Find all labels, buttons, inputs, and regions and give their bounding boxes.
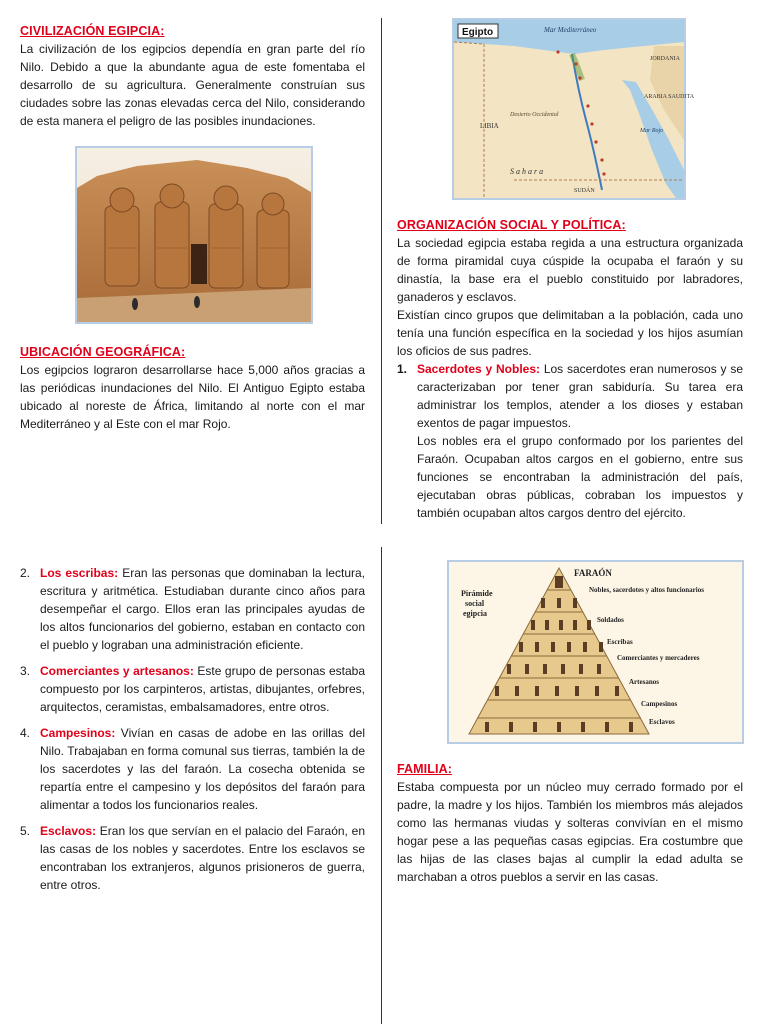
pyramid-level-label: Campesinos <box>641 700 678 708</box>
list-item-text-2: Los nobles era el grupo conformado por los parientes del Faraón. Ocupaban altos cargos en el gobierno, entre sus funciones se encontraban la administración del país, ejecutaban obras públicas, cobraban los impuestos y también ocupaban altos cargos dentro del ejército. <box>417 434 743 520</box>
abu-simbel-temple-image <box>77 148 311 322</box>
list-item <box>20 822 365 894</box>
familia-section <box>397 760 743 886</box>
map-sea-label: Mar Mediterráneo <box>544 26 597 34</box>
list-item-number: 5. <box>20 824 31 838</box>
map-libia-label: LIBIA <box>480 122 499 130</box>
groups-list-top <box>397 360 743 522</box>
list-item <box>20 564 365 654</box>
map-jordania-label: JORDANIA <box>650 56 680 62</box>
bottom-divider <box>381 547 382 1024</box>
pyramid-level-label: Nobles, sacerdotes y altos funcionarios <box>589 586 704 594</box>
ubicacion-section <box>20 343 365 433</box>
civilizacion-text: La civilización de los egipcios dependía en gran parte del río Nilo. Debido a que la abundante agua de este fomentaba el desarrollo de su agricultura. Generalmente construían sus ciudades sobre las zonas elevadas cerca del Nilo, considerando de esta manera el peligro de las posibles inundaciones. <box>20 42 365 128</box>
list-item-number: 1. <box>397 362 408 376</box>
familia-title: FAMILIA: <box>397 762 452 776</box>
list-item-text: Vivían en casas de adobe en las orillas del Nilo. Trabajaban en forma comunal sus tierras, también la de los sacerdotes y las del faraón. La cosecha obtenida se repartía entre el campesino y los depósitos del faraón para alimentar a todos los funcionarios reales. <box>40 726 365 812</box>
pyramid-level-label: Comerciantes y mercaderes <box>617 654 700 662</box>
pyramid-illustration <box>449 562 742 742</box>
pyramid-level-label: Soldados <box>597 616 624 624</box>
list-item-text: Eran las personas que dominaban la lectura, escritura y aritmética. Estudiaban durante cinco años para desempeñar el cargo. Ellos eran las principales ayudas de los altos funcionarios del gobierno, estaban en contacto con el pueblo y lograban una administración eficiente. <box>40 566 365 652</box>
list-item-text: Eran los que servían en el palacio del Faraón, en las casas de los nobles y sacerdotes. Entre los esclavos se encontraban los extranjeros, algunos prisioneros de guerra, entre otros. <box>40 824 365 892</box>
egypt-map <box>452 18 695 200</box>
list-item-number: 3. <box>20 664 31 678</box>
organizacion-text-1: La sociedad egipcia estaba regida a una estructura organizada de forma piramidal cuya cúspide la ocupaba el faraón y su dinastía, la base era el pueblo constituido por labradores, ganaderos y esclavos. <box>397 236 743 304</box>
list-item-term: Los escribas: <box>40 566 119 580</box>
civilizacion-section <box>20 22 365 130</box>
list-item <box>20 724 365 814</box>
social-pyramid-image <box>447 560 744 744</box>
list-item-number: 4. <box>20 726 31 740</box>
abu-simbel-photo <box>75 146 313 324</box>
organizacion-text-2: Existían cinco grupos que delimitaban a la población, cada uno tenía una función específica en la sociedad y los hijos asumían los oficios de sus padres. <box>397 308 743 358</box>
list-item <box>20 662 365 716</box>
pyramid-faraon-label: FARAÓN <box>574 568 612 578</box>
familia-text: Estaba compuesta por un núcleo muy cerrado formado por el padre, la madre y los hijos. También los miembros más alejados como las hermanas viudas y solteras convivían en el mismo hogar pese a las pequeñas casas egipcias. Era costumbre que las hijas de las clases bajas al cumplir la edad adulta se marchaban a otros pueblos a servir en las casas. <box>397 780 743 884</box>
map-rojo-label: Mar Rojo <box>640 128 664 134</box>
pyramid-level-label: Artesanos <box>629 678 659 686</box>
pyramid-title-line: social <box>465 599 485 608</box>
pyramid-level-label: Escribas <box>607 638 633 646</box>
list-item-term: Comerciantes y artesanos: <box>40 664 194 678</box>
top-divider <box>381 18 382 524</box>
list-item-text: Este grupo de personas estaba compuesto por los carpinteros, artistas, dibujantes, orfebres, arquitectos, ceramistas, embalsamadores, entre otros. <box>40 664 365 714</box>
pyramid-level-label: Esclavos <box>649 718 675 726</box>
list-item-text: Los sacerdotes eran numerosos y se caracterizaban por tener gran sabiduría. Su tarea era administrar los templos, atender a los dioses y estaban exentos de pagar impuestos. <box>417 362 744 430</box>
map-sahara-label: S a h a r a <box>510 167 544 176</box>
map-label: Egipto <box>462 27 494 38</box>
pyramid-title-line: Pirámide <box>461 589 493 598</box>
map-arabia-label: ARABIA SAUDITA <box>644 94 695 100</box>
ubicacion-title: UBICACIÓN GEOGRÁFICA: <box>20 345 186 359</box>
ubicacion-text: Los egipcios lograron desarrollarse hace 5,000 años gracias a las periódicas inundaciones del Nilo. El Antiguo Egipto estaba ubicado al noreste de África, limitando al norte con el mar Mediterráneo y al Este con el mar Rojo. <box>20 363 365 431</box>
list-item-term: Esclavos: <box>40 824 97 838</box>
list-item-term: Campesinos: <box>40 726 116 740</box>
pyramid-title-line: egipcia <box>463 609 487 618</box>
civilizacion-title: CIVILIZACIÓN EGIPCIA: <box>20 24 165 38</box>
map-desierto-label: Desierto Occidental <box>510 112 559 118</box>
egypt-map-image <box>454 20 695 198</box>
groups-list-bottom <box>20 564 365 894</box>
groups-section-bottom <box>20 564 365 894</box>
list-item-term: Sacerdotes y Nobles: <box>417 362 541 376</box>
list-item-number: 2. <box>20 566 31 580</box>
organizacion-section <box>397 216 743 522</box>
list-item <box>397 360 743 522</box>
map-sudan-label: SUDÁN <box>574 188 595 194</box>
organizacion-title: ORGANIZACIÓN SOCIAL Y POLÍTICA: <box>397 218 626 232</box>
